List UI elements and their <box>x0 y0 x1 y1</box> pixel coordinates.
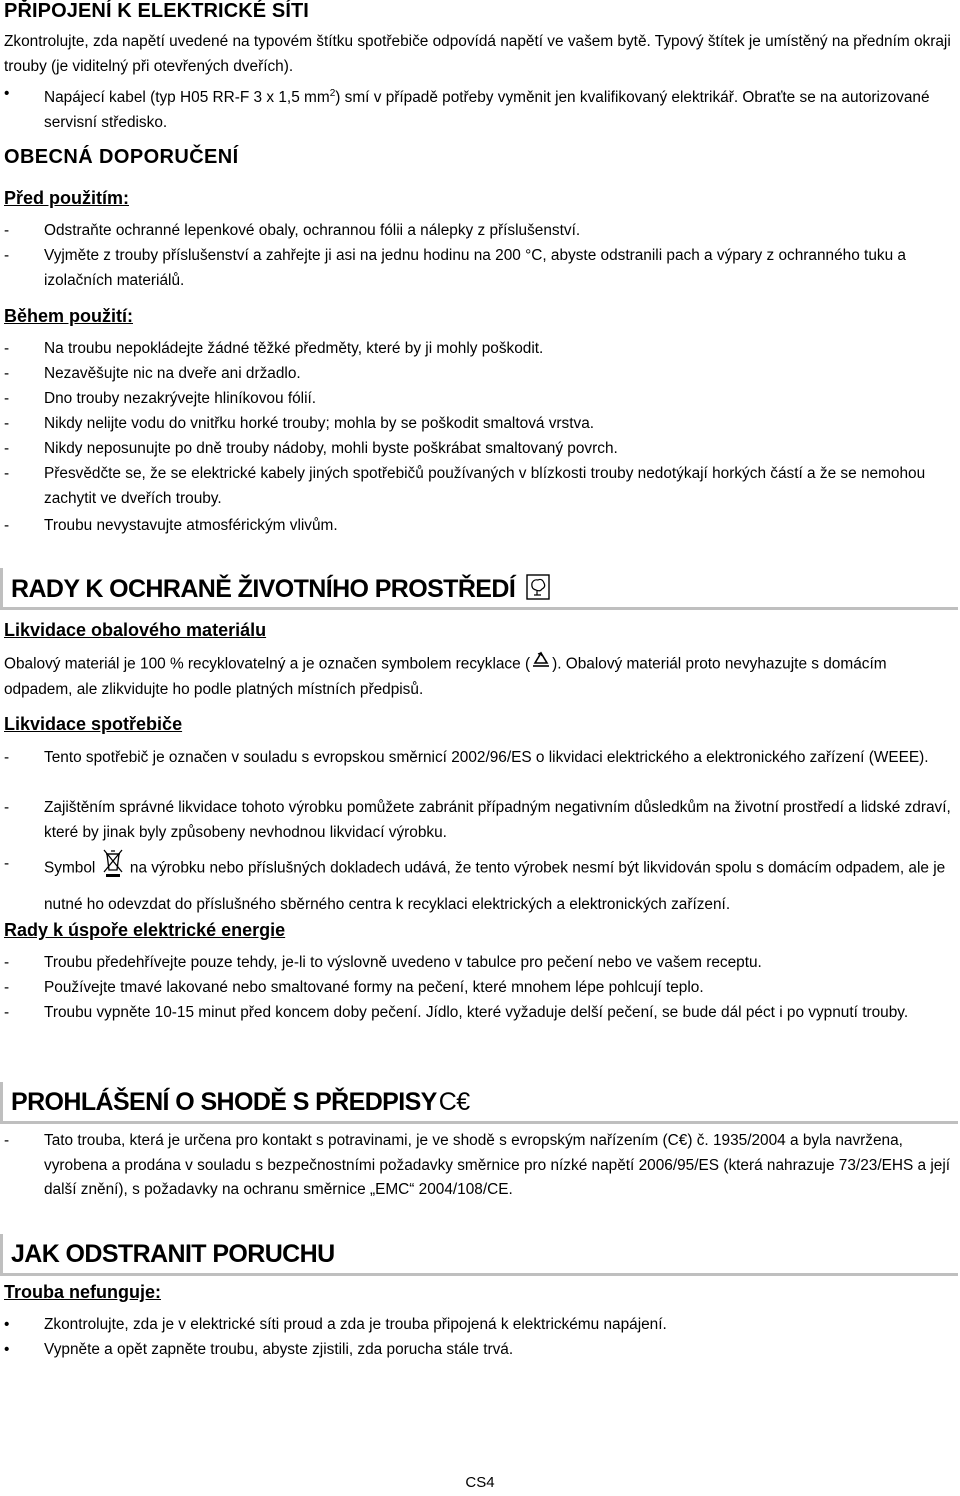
list-item: - Nikdy nelijte vodu do vnitřku horké trouby; mohla by se poškodit smaltová vrstva. <box>4 415 595 432</box>
energy-saving-title: Rady k úspoře elektrické energie <box>4 920 286 940</box>
heading-conformity: PROHLÁŠENÍ O SHODĚ S PŘEDPISYC€ <box>0 1082 958 1124</box>
list-item: - Troubu vypněte 10-15 minut před koncem doby pečení. Jídlo, které vyžaduje delší pečení, se bude dál péct i po vypnutí trouby. <box>4 1004 909 1021</box>
heading-general: OBECNÁ DOPORUČENÍ <box>4 146 239 168</box>
list-item: - Na troubu nepokládejte žádné těžké předměty, které by ji mohly poškodit. <box>4 340 544 357</box>
environment-icon <box>526 574 550 607</box>
electric-paragraph: Zkontrolujte, zda napětí uvedené na typovém štítku spotřebiče odpovídá napětí ve vašem bytě. Typový štítek je umístěný na předním okraji trouby (je viditelný při otevřených dveřích). <box>4 33 951 75</box>
before-use-title: Před použitím: <box>4 188 129 208</box>
list-item: - Zajištěním správné likvidace tohoto výrobku pomůžete zabránit případným negativním důsledkům na životní prostředí a lidské zdraví, které by jinak byly způsobeny nevhodnou likvidací výrobku. <box>4 799 951 841</box>
bullet-mark: • <box>4 85 10 102</box>
page-number: CS4 <box>465 1474 495 1491</box>
recycle-icon <box>530 651 552 678</box>
oven-not-working-title: Trouba nefunguje: <box>4 1282 161 1302</box>
list-item: - Tato trouba, která je určena pro kontakt s potravinami, je ve shodě s evropským nařízením (C€) č. 1935/2004 a byla navržena, vyrobena a prodána v souladu s bezpečnostními požadavky směrnice pro nízké napětí 2006/95/ES (která nahrazuje 73/23/EHS a její další znění), s požadavky na ochranu směrnice „EMC“ 2004/108/CE. <box>4 1132 951 1198</box>
list-item: - Troubu nevystavujte atmosférickým vlivům. <box>4 517 338 534</box>
list-item: - Dno trouby nezakrývejte hliníkovou fólií. <box>4 390 317 407</box>
electric-bullet: • Napájecí kabel (typ H05 RR-F 3 x 1,5 $mm^2$) smí v případě potřeby vyměnit jen kvalifikovaný elektrikář. Obraťte se na autorizované servisní středisko. <box>44 82 954 135</box>
heading-electric: PŘIPOJENÍ K ELEKTRICKÉ SÍTI <box>4 0 309 22</box>
list-item: - Přesvědčte se, že se elektrické kabely jiných spotřebičů používaných v blízkosti trouby nedotýkají horkých částí a že se nemohou zachytit ve dveřích trouby. <box>4 465 926 507</box>
list-item: - Nikdy neposunujte po dně trouby nádoby, mohli byste poškrábat smaltovaný povrch. <box>4 440 618 457</box>
list-item: - Používejte tmavé lakované nebo smaltované formy na pečení, které mnohem lépe pohlcují teplo. <box>4 979 704 996</box>
appliance-disposal-title: Likvidace spotřebiče <box>4 714 183 734</box>
list-item: • Zkontrolujte, zda je v elektrické síti proud a zda je trouba připojená k elektrickému napájení. <box>4 1316 667 1333</box>
crossed-bin-icon <box>102 848 124 889</box>
ce-mark: C€ <box>438 1088 470 1116</box>
list-item: - Nezavěšujte nic na dveře ani držadlo. <box>4 365 301 382</box>
heading-troubleshooting: JAK ODSTRANIT PORUCHU <box>0 1234 958 1276</box>
list-item: - Vyjměte z trouby příslušenství a zahřejte ji asi na jednu hodinu na 200 °C, abyste odstranili pach a výpary z ochranného tuku a izolačních materiálů. <box>4 247 906 289</box>
heading-environment: RADY K OCHRANĚ ŽIVOTNÍHO PROSTŘEDÍ <box>0 568 958 610</box>
list-item: - Symbol na výrobku nebo příslušných dokladech udává, že tento výrobek nesmí být likvidován spolu s domácím odpadem, ale je nutné ho odevzdat do příslušného sběrného centra k recyklaci elektrických a elektronických zařízení. <box>44 848 954 920</box>
list-item: - Troubu předehřívejte pouze tehdy, je-li to výslovně uvedeno v tabulce pro pečení nebo ve vašem receptu. <box>4 954 762 971</box>
list-item: - Tento spotřebič je označen v souladu s evropskou směrnicí 2002/96/ES o likvidaci elektrického a elektronického zařízení (WEEE). <box>4 749 929 766</box>
ce-mark-inline: C€ <box>667 1132 688 1149</box>
packaging-paragraph: Obalový materiál je 100 % recyklovatelný a je označen symbolem recyklace ( ). Obalový materiál proto nevyhazujte s domácím odpadem, ale zlikvidujte ho podle platných místních předpisů. <box>4 651 954 702</box>
during-use-title: Během použití: <box>4 306 133 326</box>
list-item: • Vypněte a opět zapněte troubu, abyste zjistili, zda porucha stále trvá. <box>4 1341 514 1358</box>
list-item: - Odstraňte ochranné lepenkové obaly, ochrannou fólii a nálepky z příslušenství. <box>4 222 581 239</box>
packaging-disposal-title: Likvidace obalového materiálu <box>4 620 267 640</box>
